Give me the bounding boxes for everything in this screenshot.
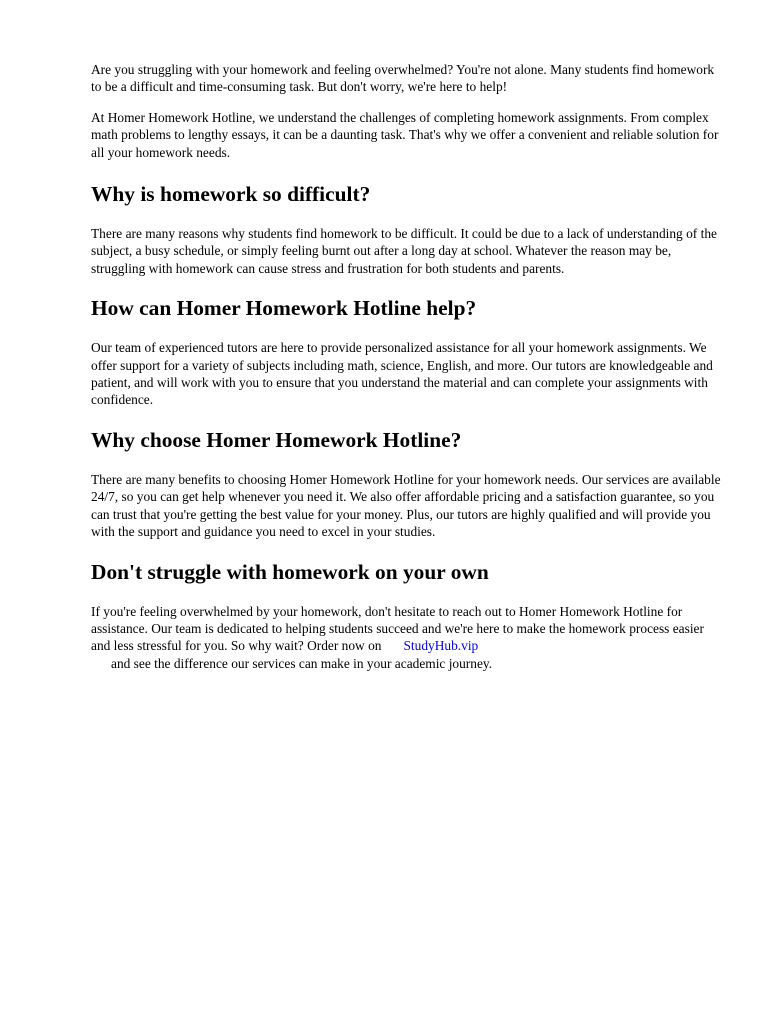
section-heading: Why is homework so difficult?	[91, 182, 371, 207]
body-text-after-link: and see the difference our services can make in your academic journey.	[111, 655, 493, 671]
section-why-difficult	[91, 181, 721, 277]
section-dont-struggle	[91, 559, 721, 673]
section-why-choose	[91, 427, 721, 541]
section-body: There are many benefits to choosing Homer Homework Hotline for your homework needs. Our services are available 24/7, so you can get help whenever you need it. We also offer affordable pricing and a satisfaction guarantee, so you can trust that you're getting the best value for your money. Plus, our tutors are highly qualified and will provide you with the support and guidance you need to excel in your studies.	[91, 471, 721, 540]
section-body-with-link	[91, 603, 721, 673]
section-heading: Why choose Homer Homework Hotline?	[91, 427, 462, 452]
section-how-help	[91, 295, 721, 409]
section-heading: How can Homer Homework Hotline help?	[91, 296, 477, 321]
intro-paragraph-2: At Homer Homework Hotline, we understand the challenges of completing homework assignments. From complex math problems to lengthy essays, it can be a daunting task. That's why we offer a convenient and reliable solution for all your homework needs.	[91, 109, 719, 160]
section-body: Our team of experienced tutors are here to provide personalized assistance for all your homework assignments. We offer support for a variety of subjects including math, science, English, and more. Our tutors are knowledgeable and patient, and will work with you to ensure that you understand the material and can complete your assignments with confidence.	[91, 340, 713, 408]
document-page	[91, 61, 721, 690]
section-heading: Don't struggle with homework on your own	[91, 559, 489, 584]
intro-paragraph-1: Are you struggling with your homework and feeling overwhelmed? You're not alone. Many students find homework to be a difficult and time-consuming task. But don't worry, we're here to help!	[91, 62, 715, 95]
studyhub-link[interactable]: StudyHub.vip	[403, 638, 479, 654]
section-body: There are many reasons why students find homework to be difficult. It could be due to a lack of understanding of the subject, a busy schedule, or simply feeling burnt out after a long day at school. Whatever the reason may be, struggling with homework can cause stress and frustration for both students and parents.	[91, 226, 717, 276]
body-text-before-link: If you're feeling overwhelmed by your homework, don't hesitate to reach out to Homer Homework Hotline for assistance. Our team is dedicated to helping students succeed and we're here to make the homework process easier and less stressful for you. So why wait? Order now on	[91, 603, 704, 654]
